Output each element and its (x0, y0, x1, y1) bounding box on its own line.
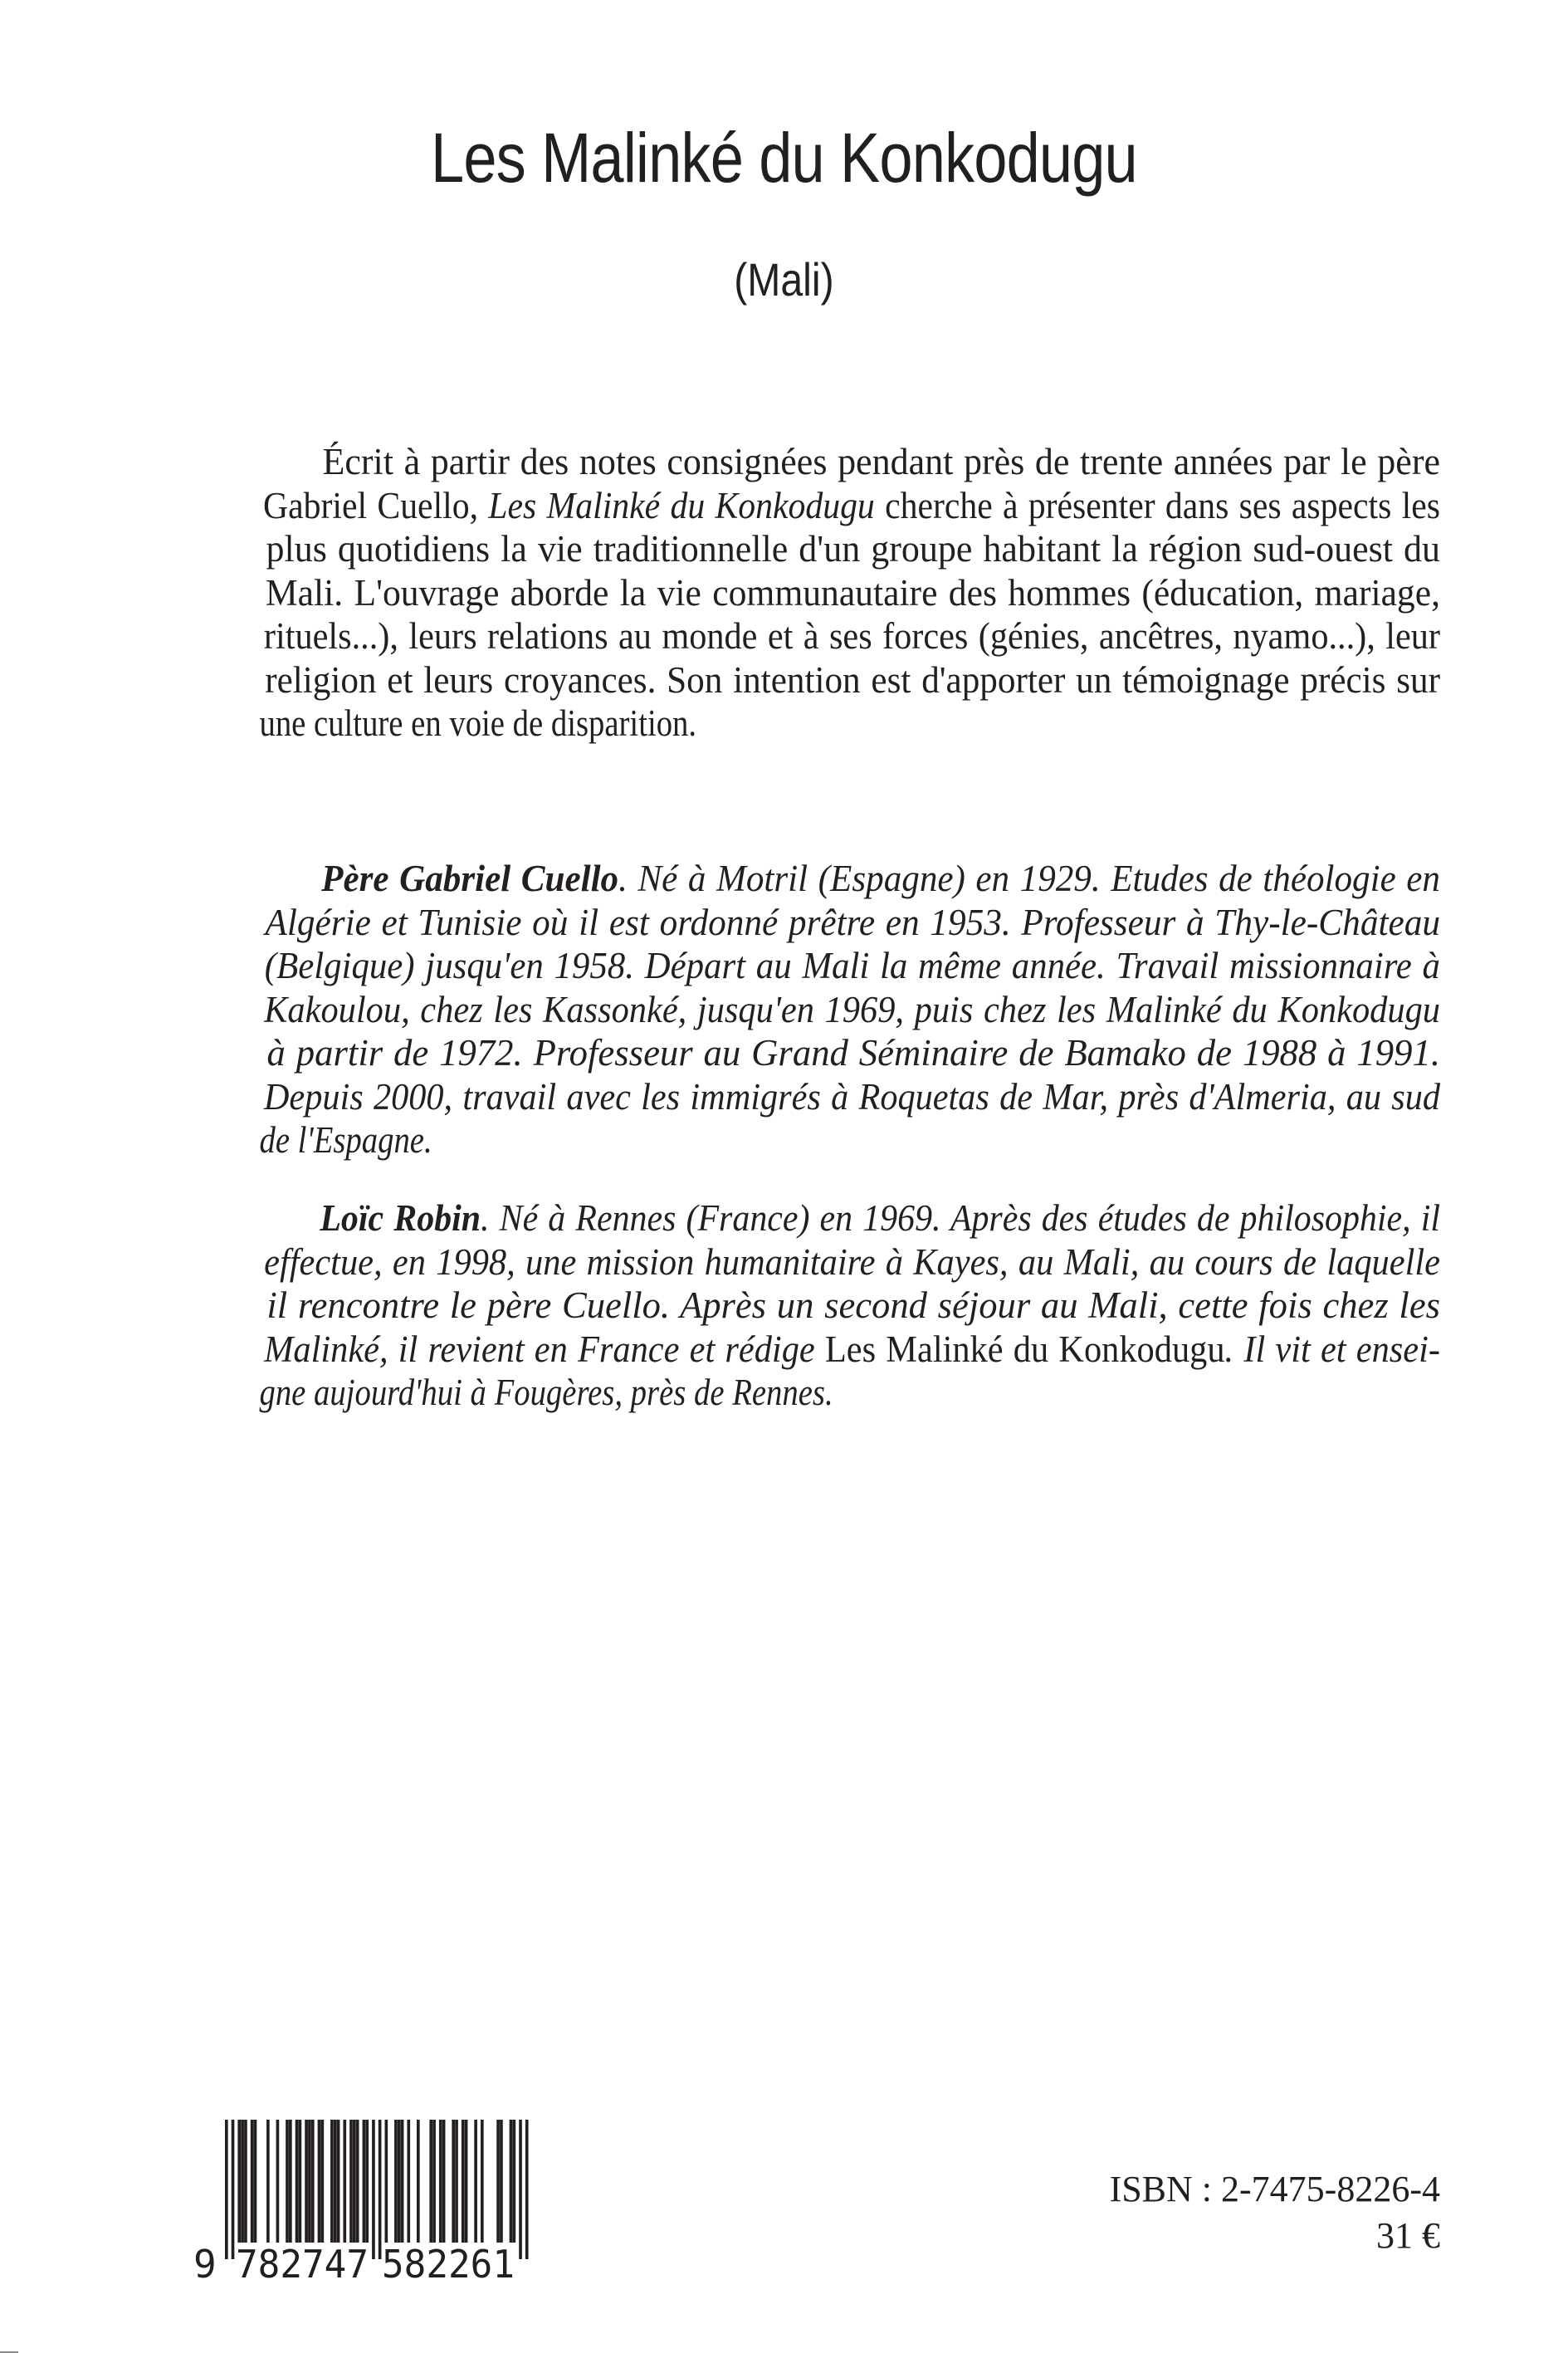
barcode-bar (244, 2120, 247, 2243)
barcode-left-digits: 782747 (236, 2242, 369, 2286)
barcode-bar (365, 2120, 369, 2243)
text-line: Kakoulou, chez les Kassonké, jusqu'en 1969, puis chez les Malinké du Konkodugu (264, 988, 1440, 1030)
barcode-leading-digit: 9 (193, 2242, 217, 2286)
barcode-bar (305, 2120, 308, 2243)
barcode-right-digits: 582261 (382, 2242, 515, 2286)
text-line: Loïc Robin. Né à Rennes (France) en 1969. Après des études de philosophie, il (320, 1197, 1440, 1239)
barcode-bar (432, 2120, 436, 2243)
barcode-bar (462, 2120, 465, 2243)
isbn-barcode (170, 2120, 560, 2286)
barcode-bar (465, 2120, 468, 2243)
barcode-bar (510, 2120, 513, 2243)
barcode-bar (385, 2120, 388, 2243)
book-subtitle: (Mali) (734, 253, 834, 306)
text-line: (Belgique) jusqu'en 1958. Départ au Mali la même année. Travail missionnaire à (264, 945, 1440, 986)
book-title: Les Malinké du Konkodugu (430, 119, 1137, 197)
author-bio-robin (211, 1196, 1440, 1415)
barcode-bars (225, 2120, 529, 2259)
barcode-bar (237, 2120, 241, 2243)
barcode-bar (525, 2120, 529, 2259)
text-line: plus quotidiens la vie traditionnelle d'un groupe habitant la région sud-ouest du (266, 528, 1440, 570)
barcode-bar (225, 2120, 228, 2259)
barcode-bar (394, 2120, 398, 2243)
text-line: effectue, en 1998, une mission humanitaire à Kayes, au Mali, au cours de laquelle (264, 1240, 1440, 1283)
barcode-bar (439, 2120, 442, 2243)
text-line: religion et leurs croyances. Son intention est d'apporter un témoignage précis sur (265, 658, 1440, 701)
barcode-bar (356, 2120, 359, 2243)
barcode-bar (266, 2120, 270, 2243)
barcode-bar (481, 2120, 484, 2243)
barcode-bar (398, 2120, 401, 2243)
barcode-bar (455, 2120, 458, 2243)
text-line: il rencontre le père Cuello. Après un second séjour au Mali, cette fois chez les (266, 1284, 1440, 1326)
barcode-bar (276, 2120, 280, 2243)
text-line: rituels...), leurs relations au monde et à ses forces (génies, ancêtres, nyamo...), leur (263, 615, 1440, 657)
barcode-bar (513, 2120, 516, 2243)
barcode-bar (318, 2120, 321, 2243)
author-bio-cuello (211, 857, 1440, 1162)
barcode-bar (417, 2120, 420, 2243)
barcode-bar (353, 2120, 356, 2243)
text-line: gne aujourd'hui à Fougères, près de Rennes. (259, 1372, 833, 1413)
barcode-bar (334, 2120, 337, 2243)
text-line: Algérie et Tunisie où il est ordonné prêtre en 1953. Professeur à Thy-le-Château (265, 901, 1440, 943)
text-line: Malinké, il revient en France et rédige Les Malinké du Konkodugu. Il vit et ensei- (264, 1328, 1440, 1370)
barcode-bar (519, 2120, 522, 2259)
barcode-bar (379, 2120, 382, 2259)
text-line: Gabriel Cuello, Les Malinké du Konkodugu cherche à présenter dans ses aspects les (263, 484, 1440, 526)
barcode-bar (296, 2120, 299, 2243)
barcode-bar (372, 2120, 375, 2259)
text-line: de l'Espagne. (259, 1119, 432, 1161)
barcode-bar (337, 2120, 340, 2243)
barcode-bar (452, 2120, 455, 2243)
barcode-bar (286, 2120, 289, 2243)
summary-paragraph (211, 440, 1440, 746)
text-line: Mali. L'ouvrage aborde la vie communautaire des hommes (éducation, mariage, (265, 571, 1440, 614)
text-line: Père Gabriel Cuello. Né à Motril (Espagne) en 1929. Etudes de théologie en (321, 858, 1440, 899)
barcode-bar (401, 2120, 404, 2243)
barcode-bar (349, 2120, 353, 2243)
barcode-bar (251, 2120, 254, 2243)
price-label: 31 € (1376, 2215, 1440, 2256)
text-line: à partir de 1972. Professeur au Grand Séminaire de Bamako de 1988 à 1991. (266, 1032, 1440, 1074)
barcode-bar (241, 2120, 244, 2243)
barcode-bar (407, 2120, 410, 2243)
barcode-bar (363, 2120, 366, 2243)
barcode-bar (442, 2120, 446, 2243)
barcode-bar (232, 2120, 235, 2259)
barcode-bar (289, 2120, 292, 2243)
barcode-bar (496, 2120, 500, 2243)
text-line: Écrit à partir des notes consignées pendant près de trente années par le père (322, 441, 1440, 482)
barcode-bar (321, 2120, 325, 2243)
barcode-bar (330, 2120, 334, 2243)
barcode-bar (311, 2120, 315, 2243)
barcode-bar (299, 2120, 302, 2243)
isbn-number: ISBN : 2-7475-8226-4 (1109, 2169, 1440, 2209)
text-line: une culture en voie de disparition. (259, 702, 697, 744)
text-line: Depuis 2000, travail avec les immigrés à Roquetas de Mar, près d'Almeria, au sud (263, 1075, 1440, 1118)
barcode-bar (308, 2120, 311, 2243)
barcode-bar (343, 2120, 346, 2243)
barcode-bar (429, 2120, 432, 2243)
barcode-bar (500, 2120, 503, 2243)
barcode-bar (254, 2120, 257, 2243)
barcode-bar (474, 2120, 477, 2243)
